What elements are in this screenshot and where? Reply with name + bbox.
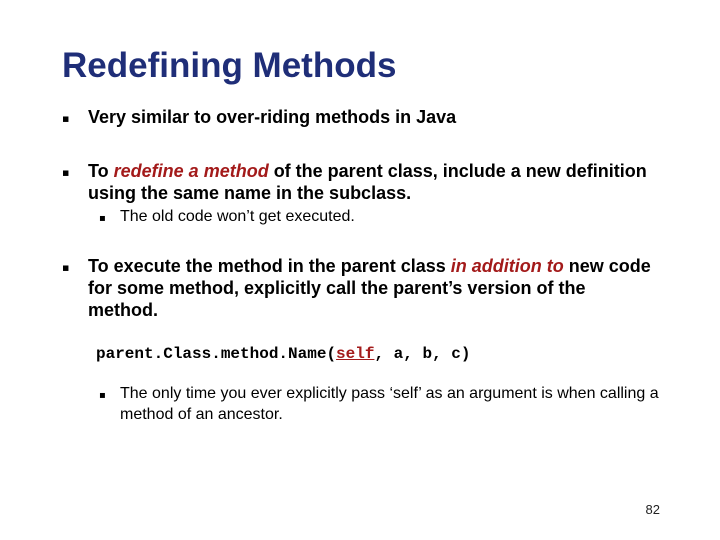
bullet-2-pre: To	[88, 161, 114, 181]
page-number: 82	[645, 502, 660, 517]
bullet-marker: ▪	[62, 261, 70, 274]
sub-bullet-3	[99, 383, 669, 425]
bullet-3-post: new code for some method, explicitly call the parent’s version of the method.	[88, 256, 651, 320]
slide-title: Redefining Methods	[62, 46, 397, 85]
bullet-2-post: of the parent class, include a new definition using the same name in the subclass.	[88, 161, 647, 203]
sub-bullet-2-text: The old code won’t get executed.	[120, 208, 355, 225]
bullet-2	[62, 160, 652, 204]
sub-bullet-marker: ▪	[99, 390, 106, 401]
bullet-marker: ▪	[62, 166, 70, 179]
bullet-3	[62, 255, 652, 321]
sub-bullet-marker: ▪	[99, 213, 106, 224]
code-post: , a, b, c)	[374, 345, 471, 363]
bullet-3-pre: To execute the method in the parent class	[88, 256, 451, 276]
code-example	[96, 345, 470, 363]
code-pre: parent.Class.method.Name(	[96, 345, 337, 363]
bullet-1	[62, 106, 662, 128]
bullet-3-text	[88, 255, 652, 321]
bullet-3-highlight: in addition to	[450, 256, 564, 276]
sub-bullet-2	[99, 206, 659, 227]
bullet-marker: ▪	[62, 112, 70, 125]
bullet-2-highlight: redefine a method	[113, 161, 269, 181]
bullet-1-text: Very similar to over-riding methods in Java	[88, 107, 457, 127]
code-self-keyword: self	[336, 345, 375, 363]
bullet-2-text	[88, 160, 652, 204]
sub-bullet-3-text: The only time you ever explicitly pass ‘self’ as an argument is when calling a method of an ancestor.	[120, 385, 659, 423]
